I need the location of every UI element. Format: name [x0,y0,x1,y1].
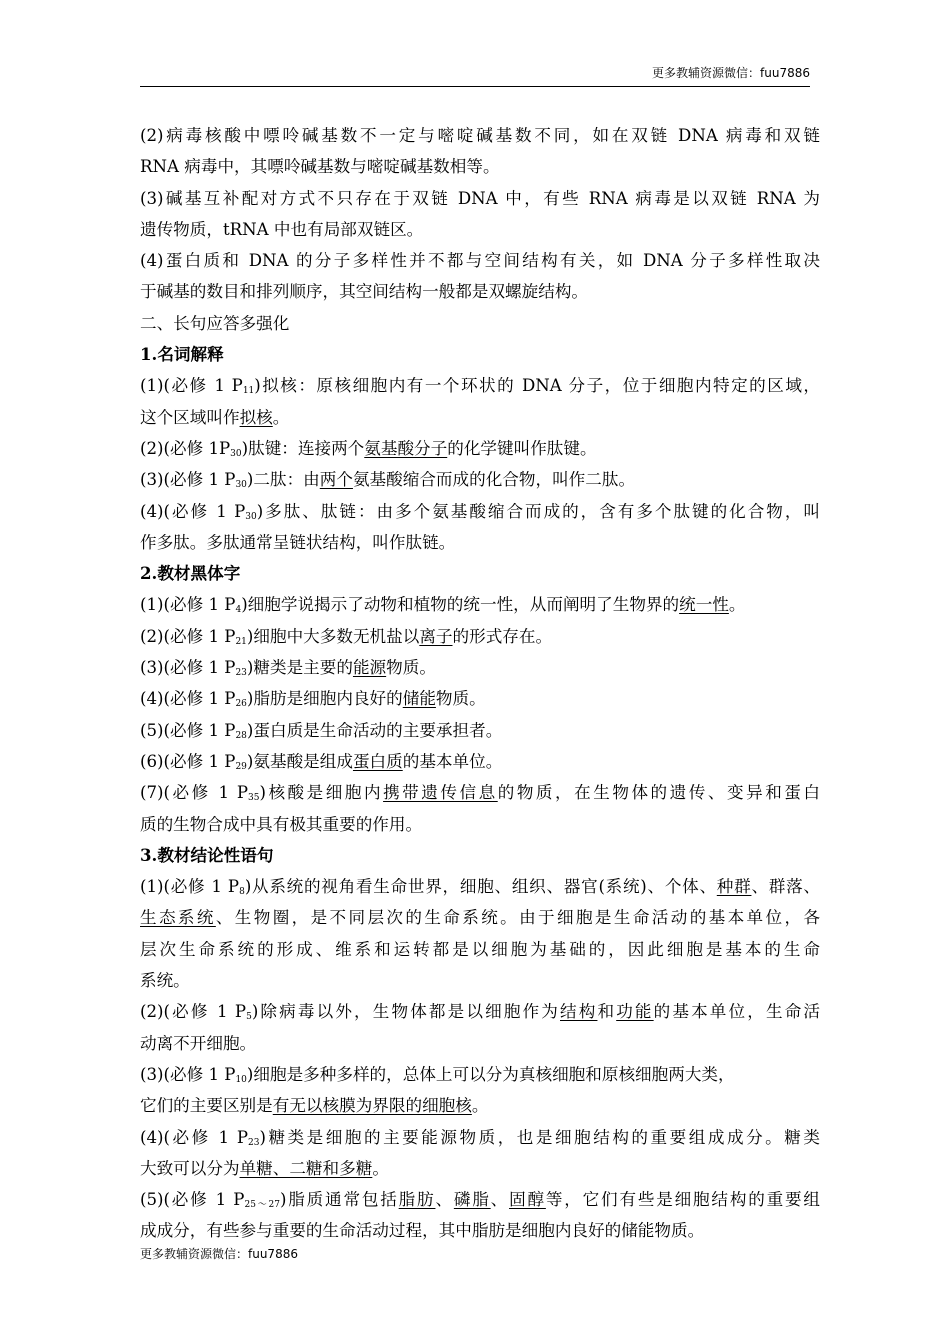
conclusion-5-line-1: (5)(必修 1 $P_{25\sim 27}$)脂质通常包括脂肪、磷脂、固醇等，它们有些是细胞结构的重要组 [140,1190,821,1211]
underlined-term: 携带遗传信息 [383,783,498,803]
para-2-line-1: (2)病毒核酸中嘌呤碱基数不一定与嘧啶碱基数不同，如在双链 DNA 病毒和双链 [140,126,820,145]
term-4-line-1: (4)(必修 1 $P_{30}$)多肽、肽链：由多个氨基酸缩合而成的，含有多个肽键的化合物，叫 [140,501,820,522]
underlined-term: 拟核 [239,407,273,427]
term-2: (2)(必修 $1P_{30}$)肽键：连接两个氨基酸分子的化学键叫作肽键。 [140,438,597,459]
underlined-term: 生态系统 [140,908,216,928]
conclusion-1-line-1: (1)(必修 1 $P_8$)从系统的视角看生命世界，细胞、组织、器官(系统)、个体、种群、群落、 [140,877,820,898]
underlined-term: 功能 [616,1002,654,1022]
underlined-term: 两个 [319,470,353,490]
para-3-line-2: 遗传物质，tRNA 中也有局部双链区。 [140,219,424,239]
bold-item-3: (3)(必修 1 $P_{23}$)糖类是主要的能源物质。 [140,658,436,679]
underlined-term: 有无以核膜为界限的细胞核 [272,1096,472,1116]
conclusion-1-line-3: 层次生命系统的形成、维系和运转都是以细胞为基础的，因此细胞是基本的生命 [140,939,820,959]
conclusion-2-line-1: (2)(必修 1 $P_5$)除病毒以外，生物体都是以细胞作为结构和功能的基本单位，生命活 [140,1002,821,1023]
header-text: 更多教辅资源微信：fuu7886 [652,66,810,80]
footer-text: 更多教辅资源微信：fuu7886 [140,1247,298,1261]
document-body [140,120,820,1247]
conclusion-3-line-2: 它们的主要区别是有无以核膜为界限的细胞核。 [140,1096,489,1116]
underlined-term: 磷脂 [453,1190,491,1210]
para-2-line-2: RNA 病毒中，其嘌呤碱基数与嘧啶碱基数相等。 [140,157,500,177]
underlined-term: 蛋白质 [352,751,403,771]
para-4-line-2: 于碱基的数目和排列顺序，其空间结构一般都是双螺旋结构。 [140,282,589,302]
underlined-term: 统一性 [679,595,729,615]
bold-item-7-line-2: 质的生物合成中具有极其重要的作用。 [140,814,423,834]
section-heading-2: 二、长句应答多强化 [140,313,290,333]
bold-item-4: (4)(必修 1 $P_{26}$)脂肪是细胞内良好的储能物质。 [140,689,486,710]
underlined-term: 种群 [716,877,752,897]
page-header [140,64,810,87]
underlined-term: 结构 [560,1002,598,1022]
conclusion-5-line-2: 成成分，有些参与重要的生命活动过程，其中脂肪是细胞内良好的储能物质。 [140,1221,705,1241]
conclusion-2-line-2: 动离不开细胞。 [140,1033,257,1053]
underlined-term: 离子 [419,626,453,646]
underlined-term: 氨基酸分子 [364,438,448,458]
bold-item-1: (1)(必修 1 $P_4$)细胞学说揭示了动物和植物的统一性，从而阐明了生物界的统一性。 [140,595,746,616]
page-footer [140,1245,298,1262]
subheading-terms: 1.名词解释 [140,344,224,365]
bold-item-2: (2)(必修 1 $P_{21}$)细胞中大多数无机盐以离子的形式存在。 [140,626,553,647]
term-3: (3)(必修 1 $P_{30}$)二肽：由两个氨基酸缩合而成的化合物，叫作二肽。 [140,470,636,491]
conclusion-3-line-1: (3)(必修 1 $P_{10}$)细胞是多种多样的，总体上可以分为真核细胞和原核细胞两大类， [140,1064,735,1085]
term-1-line-2: 这个区域叫作拟核。 [140,407,290,427]
para-3-line-1: (3)碱基互补配对方式不只存在于双链 DNA 中，有些 RNA 病毒是以双链 RNA 为 [140,188,820,208]
conclusion-4-line-1: (4)(必修 1 $P_{23}$)糖类是细胞的主要能源物质，也是细胞结构的重要组成成分。糖类 [140,1127,820,1148]
conclusion-1-line-4: 系统。 [140,971,190,991]
term-1-line-1: (1)(必修 1 $P_{11}$)拟核：原核细胞内有一个环状的 DNA 分子，位于细胞内特定的区域， [140,376,820,397]
conclusion-1-line-2: 生态系统、生物圈，是不同层次的生命系统。由于细胞是生命活动的基本单位，各 [140,908,821,928]
underlined-term: 固醇 [509,1190,546,1210]
underlined-term: 单糖、二糖和多糖 [239,1158,373,1178]
subheading-bold-text: 2.教材黑体字 [140,563,241,584]
underlined-term: 脂肪 [398,1190,436,1210]
bold-item-5: (5)(必修 1 $P_{28}$)蛋白质是生命活动的主要承担者。 [140,720,503,741]
subheading-conclusions: 3.教材结论性语句 [140,844,274,865]
underlined-term: 能源 [352,658,387,678]
bold-item-6: (6)(必修 1 $P_{29}$)氨基酸是组成蛋白质的基本单位。 [140,751,503,772]
para-4-line-1: (4)蛋白质和 DNA 的分子多样性并不都与空间结构有关，如 DNA 分子多样性取决 [140,251,820,271]
bold-item-7-line-1: (7)(必修 1 $P_{35}$)核酸是细胞内携带遗传信息的物质，在生物体的遗传、变异和蛋白 [140,783,820,804]
underlined-term: 储能 [402,689,436,709]
conclusion-4-line-2: 大致可以分为单糖、二糖和多糖。 [140,1158,389,1178]
term-4-line-2: 作多肽。多肽通常呈链状结构，叫作肽链。 [140,532,456,552]
